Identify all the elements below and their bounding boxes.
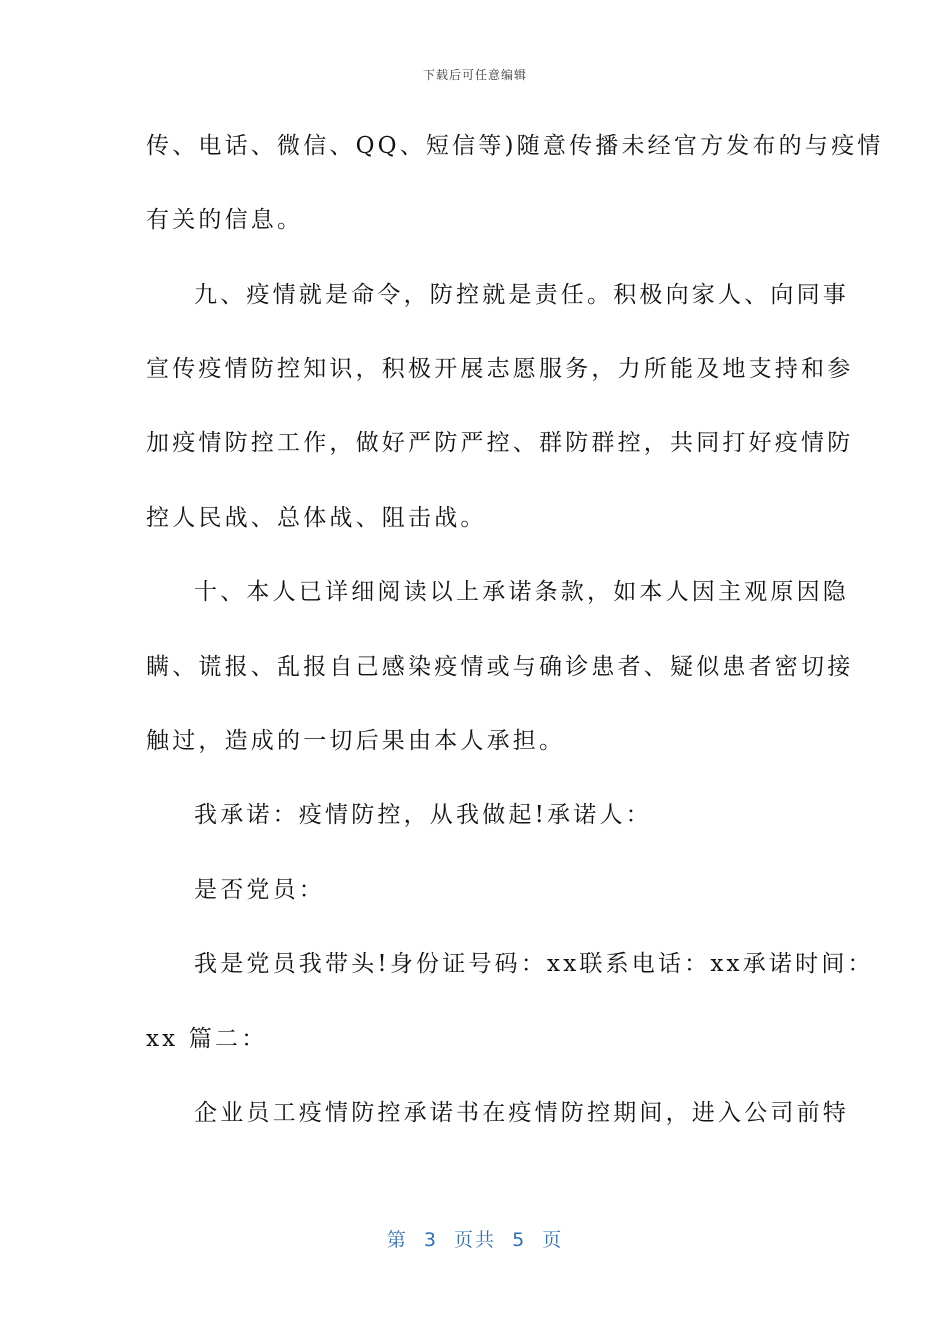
body-line: 有关的信息。 — [146, 207, 304, 233]
body-line: xx 篇二： — [146, 1026, 268, 1052]
body-line: 传、电话、微信、QQ、短信等)随意传播未经官方发布的与疫情 — [146, 133, 884, 159]
paragraph-start-line: 是否党员： — [194, 877, 325, 903]
paragraph-start-line: 十、本人已详细阅读以上承诺条款，如本人因主观原因隐 — [194, 579, 849, 605]
body-line: 加疫情防控工作，做好严防严控、群防群控，共同打好疫情防 — [146, 430, 854, 456]
page-footer: 第 3 页共 5 页 — [386, 1229, 564, 1251]
paragraph-start-line: 我是党员我带头!身份证号码：xx联系电话：xx承诺时间： — [194, 951, 874, 977]
paragraph-start-line: 企业员工疫情防控承诺书在疫情防控期间，进入公司前特 — [194, 1100, 849, 1126]
page-header: 下载后可任意编辑 — [422, 68, 527, 82]
paragraph-start-line: 九、疫情就是命令，防控就是责任。积极向家人、向同事 — [194, 282, 849, 308]
body-line: 宣传疫情防控知识，积极开展志愿服务，力所能及地支持和参 — [146, 356, 854, 382]
body-line: 控人民战、总体战、阻击战。 — [146, 505, 487, 531]
body-line: 瞒、谎报、乱报自己感染疫情或与确诊患者、疑似患者密切接 — [146, 654, 854, 680]
body-line: 触过，造成的一切后果由本人承担。 — [146, 728, 566, 754]
paragraph-start-line: 我承诺：疫情防控，从我做起!承诺人： — [194, 802, 652, 828]
